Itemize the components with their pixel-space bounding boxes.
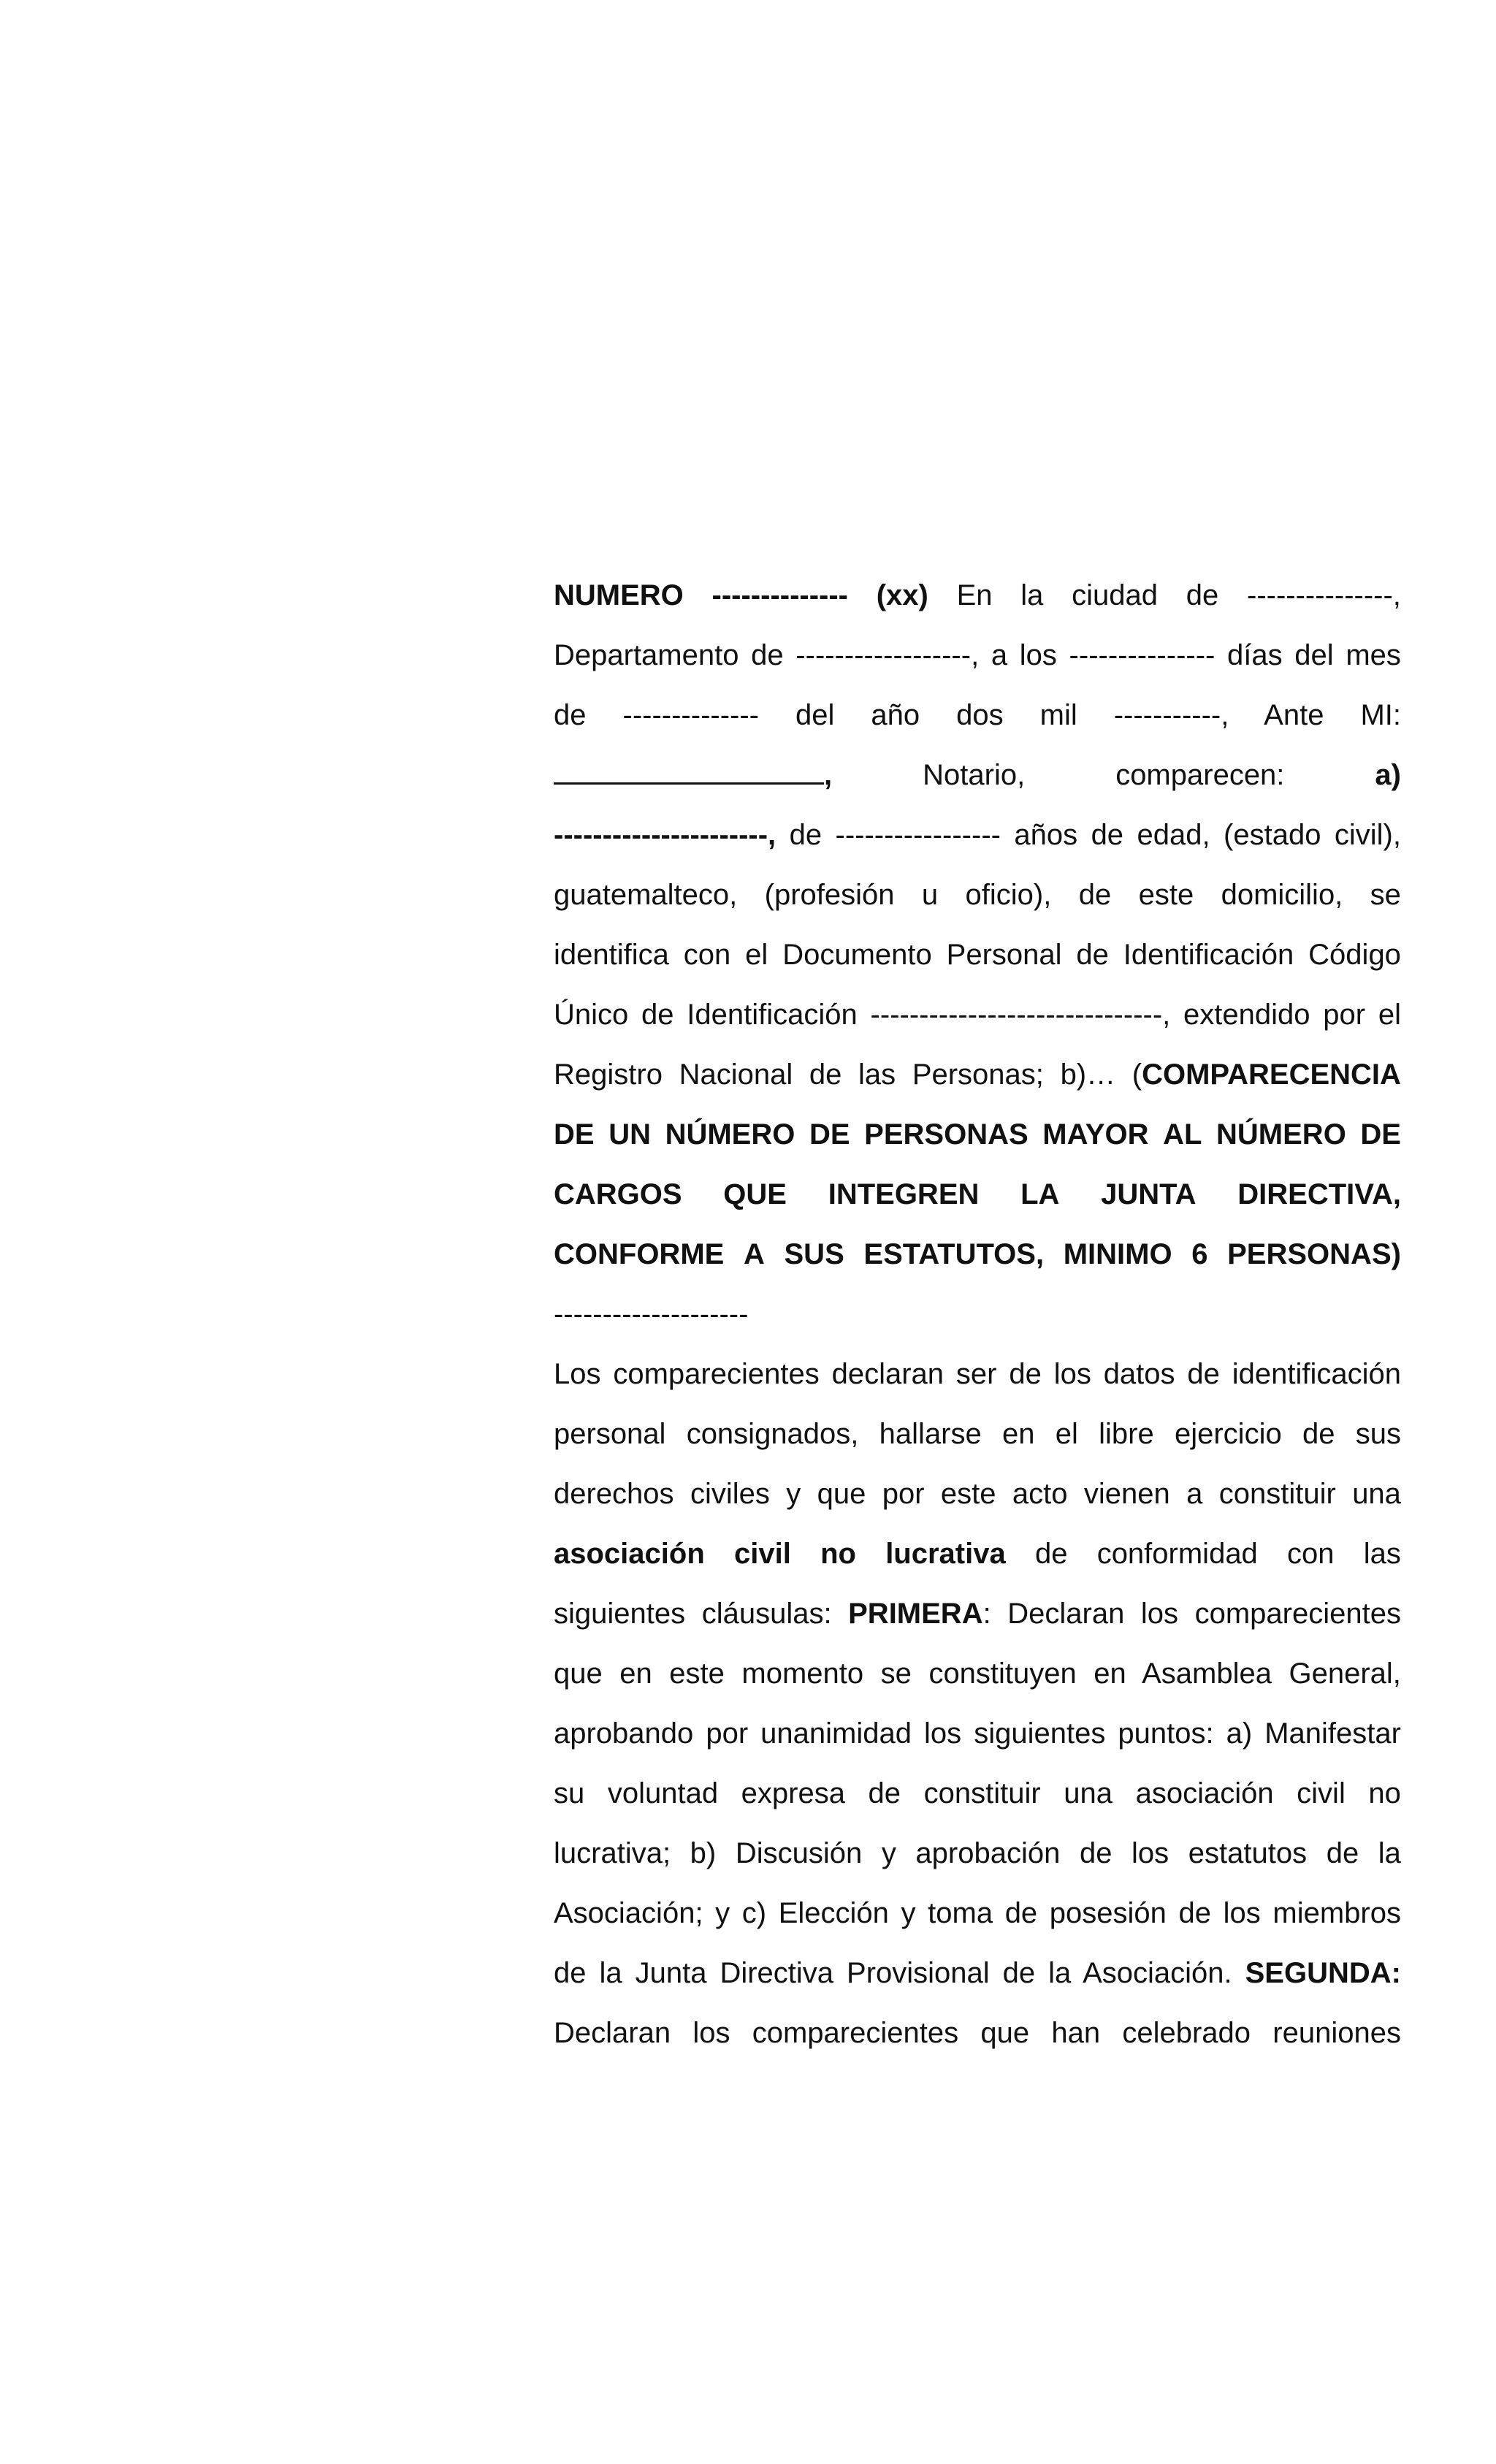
word: voluntad bbox=[607, 1777, 719, 1809]
word: DE bbox=[554, 1118, 595, 1151]
word: de bbox=[554, 699, 587, 731]
word: a) bbox=[1375, 759, 1401, 791]
word: con bbox=[683, 939, 731, 971]
word: de bbox=[1326, 1837, 1359, 1869]
word: sus bbox=[1355, 1418, 1401, 1450]
word: hallarse bbox=[879, 1418, 982, 1450]
word: su bbox=[554, 1777, 585, 1809]
word: aprobación bbox=[915, 1837, 1061, 1869]
word: por bbox=[882, 1478, 925, 1510]
word: -------------- bbox=[711, 579, 848, 611]
word: ---------------, bbox=[1247, 579, 1401, 611]
text-line bbox=[554, 1224, 1401, 1284]
word: -----------, bbox=[1113, 699, 1229, 731]
word: se bbox=[1370, 879, 1401, 911]
word: Asamblea bbox=[1142, 1658, 1272, 1690]
word: de bbox=[641, 999, 674, 1031]
word: no bbox=[820, 1538, 856, 1570]
text-line bbox=[554, 1344, 1401, 1404]
word: y bbox=[901, 1897, 916, 1929]
word: Único bbox=[554, 999, 629, 1031]
word: el bbox=[1378, 999, 1402, 1031]
word: PERSONAS bbox=[864, 1118, 1028, 1151]
word: la bbox=[1048, 1957, 1072, 1989]
word: Código bbox=[1308, 939, 1401, 971]
word: PERSONAS) bbox=[1227, 1238, 1401, 1270]
word: no bbox=[1368, 1777, 1401, 1809]
word: guatemalteco, bbox=[554, 879, 738, 911]
word: (profesión bbox=[764, 879, 895, 911]
word: han bbox=[1051, 2017, 1101, 2049]
text-line bbox=[554, 1763, 1401, 1823]
signature-blank: , bbox=[554, 759, 832, 791]
word: Identificación bbox=[1123, 939, 1294, 971]
word: de bbox=[1034, 1538, 1068, 1570]
word: expresa bbox=[741, 1777, 845, 1809]
word: constituir bbox=[1218, 1478, 1336, 1510]
word: los bbox=[924, 1717, 962, 1750]
word: personal bbox=[554, 1418, 666, 1450]
word: libre bbox=[1099, 1418, 1154, 1450]
word: mil bbox=[1039, 699, 1077, 731]
word: edad, bbox=[1137, 819, 1210, 851]
word: NÚMERO bbox=[665, 1118, 795, 1151]
text-line bbox=[554, 1883, 1401, 1943]
word: Asociación; bbox=[554, 1897, 703, 1929]
word: que bbox=[817, 1478, 866, 1510]
word: el bbox=[745, 939, 768, 971]
word: comparecientes bbox=[613, 1358, 820, 1390]
word: civil bbox=[734, 1538, 791, 1570]
word: este bbox=[669, 1658, 725, 1690]
word: Nacional bbox=[679, 1059, 793, 1091]
word: aprobando bbox=[554, 1717, 694, 1750]
word: asociación bbox=[1135, 1777, 1274, 1809]
word: los bbox=[1223, 1897, 1261, 1929]
word: estatutos bbox=[1188, 1837, 1308, 1869]
word: DE bbox=[1360, 1118, 1401, 1151]
word: este bbox=[940, 1478, 996, 1510]
word: y bbox=[786, 1478, 801, 1510]
word: Notario, bbox=[923, 759, 1026, 791]
text-line bbox=[554, 1584, 1401, 1644]
word: civil bbox=[1297, 1777, 1346, 1809]
word: la bbox=[599, 1957, 622, 1989]
word: ser bbox=[955, 1358, 997, 1390]
word: Identificación bbox=[687, 999, 858, 1031]
word: Declaran bbox=[1007, 1598, 1125, 1630]
word: ejercicio bbox=[1174, 1418, 1282, 1450]
word: de bbox=[1302, 1418, 1335, 1450]
word: comparecientes bbox=[1194, 1598, 1401, 1630]
word: General, bbox=[1289, 1658, 1401, 1690]
word: de bbox=[1004, 1897, 1038, 1929]
word: civil), bbox=[1334, 819, 1401, 851]
word: acto bbox=[1012, 1478, 1068, 1510]
word: los bbox=[1019, 639, 1057, 671]
word: c) bbox=[741, 1897, 767, 1929]
word: momento bbox=[741, 1658, 864, 1690]
word: declaran bbox=[831, 1358, 944, 1390]
word: en bbox=[619, 1658, 652, 1690]
word: --------------- bbox=[1069, 639, 1216, 671]
word: de bbox=[1178, 1897, 1212, 1929]
word: LA bbox=[1020, 1178, 1060, 1210]
word: domicilio, bbox=[1221, 879, 1343, 911]
word: del bbox=[1294, 639, 1334, 671]
word: -------------- bbox=[622, 699, 759, 731]
word: derechos bbox=[554, 1478, 674, 1510]
word: los bbox=[1140, 1598, 1179, 1630]
word: AL bbox=[1163, 1118, 1202, 1151]
word: DE bbox=[809, 1118, 850, 1151]
text-line bbox=[554, 1704, 1401, 1763]
word: de bbox=[1091, 819, 1124, 851]
word: cláusulas: bbox=[701, 1598, 832, 1630]
word: Junta bbox=[635, 1957, 707, 1989]
word: MAYOR bbox=[1042, 1118, 1149, 1151]
word: oficio), bbox=[965, 879, 1052, 911]
word: siguientes bbox=[974, 1717, 1106, 1750]
word: ciudad bbox=[1072, 579, 1159, 611]
word: Registro bbox=[554, 1059, 663, 1091]
word: asociación bbox=[554, 1538, 705, 1570]
word: de bbox=[751, 639, 784, 671]
word: una bbox=[1064, 1777, 1113, 1809]
word: la bbox=[1378, 1837, 1401, 1869]
word: ------------------------------, bbox=[870, 999, 1171, 1031]
word: a) bbox=[1226, 1717, 1253, 1750]
word: civiles bbox=[690, 1478, 770, 1510]
word: de bbox=[1079, 1837, 1113, 1869]
word: las bbox=[1363, 1538, 1401, 1570]
word: de bbox=[868, 1777, 901, 1809]
word: Directiva bbox=[720, 1957, 834, 1989]
word: en bbox=[1002, 1418, 1035, 1450]
word: ----------------- bbox=[835, 819, 1001, 851]
text-line bbox=[554, 805, 1401, 865]
word: de bbox=[789, 819, 823, 851]
word: Documento bbox=[782, 939, 932, 971]
word: del bbox=[795, 699, 835, 731]
word: -------------------- bbox=[554, 1298, 749, 1330]
word: mes bbox=[1346, 639, 1401, 671]
word: conformidad bbox=[1096, 1538, 1258, 1570]
word: consignados, bbox=[686, 1418, 859, 1450]
text-line bbox=[554, 1464, 1401, 1524]
word: b)… bbox=[1060, 1059, 1116, 1091]
word: de bbox=[809, 1059, 842, 1091]
word: Personas; bbox=[912, 1059, 1044, 1091]
text-line bbox=[554, 685, 1401, 745]
word: días bbox=[1227, 639, 1283, 671]
word: puntos: bbox=[1118, 1717, 1214, 1750]
text-line bbox=[554, 1823, 1401, 1883]
word: posesión bbox=[1049, 1897, 1167, 1929]
blank-underline bbox=[554, 758, 824, 785]
word: de bbox=[1078, 879, 1112, 911]
word: constituyen bbox=[928, 1658, 1077, 1690]
word: Los bbox=[554, 1358, 601, 1390]
word: Provisional bbox=[847, 1957, 990, 1989]
word: NÚMERO bbox=[1216, 1118, 1346, 1151]
word: 6 bbox=[1191, 1238, 1208, 1270]
word: ------------------, bbox=[795, 639, 980, 671]
word: CARGOS bbox=[554, 1178, 682, 1210]
word: de bbox=[1186, 579, 1219, 611]
word: Manifestar bbox=[1264, 1717, 1401, 1750]
word: NUMERO bbox=[554, 579, 684, 611]
word: (xx) bbox=[876, 579, 928, 611]
word: año bbox=[871, 699, 920, 731]
word: en bbox=[1094, 1658, 1126, 1690]
word: este bbox=[1138, 879, 1194, 911]
word: SEGUNDA: bbox=[1245, 1957, 1401, 1989]
word: Departamento bbox=[554, 639, 739, 671]
word: PRIMERA: bbox=[848, 1598, 991, 1630]
word: JUNTA bbox=[1101, 1178, 1197, 1210]
word: se bbox=[880, 1658, 912, 1690]
word: con bbox=[1287, 1538, 1335, 1570]
word: los bbox=[1053, 1358, 1091, 1390]
word: comparecen: bbox=[1115, 759, 1285, 791]
word: En bbox=[956, 579, 993, 611]
word: las bbox=[858, 1059, 896, 1091]
word: lucrativa; bbox=[554, 1837, 671, 1869]
text-line bbox=[554, 1524, 1401, 1584]
word: identificación bbox=[1232, 1358, 1402, 1390]
word: comparecientes bbox=[752, 2017, 959, 2049]
word: reuniones bbox=[1272, 2017, 1401, 2049]
word: ESTATUTOS, bbox=[863, 1238, 1045, 1270]
word: de bbox=[1076, 939, 1109, 971]
word: el bbox=[1055, 1418, 1078, 1450]
word: toma bbox=[928, 1897, 993, 1929]
word: a bbox=[991, 639, 1008, 671]
text-line bbox=[554, 1105, 1401, 1164]
text-line bbox=[554, 625, 1401, 685]
word: MI: bbox=[1360, 699, 1401, 731]
word: por bbox=[706, 1717, 749, 1750]
word: dos bbox=[956, 699, 1004, 731]
word: que bbox=[554, 1658, 603, 1690]
word: (estado bbox=[1224, 819, 1321, 851]
word: SUS bbox=[784, 1238, 844, 1270]
word: vienen bbox=[1083, 1478, 1170, 1510]
word: la bbox=[1020, 579, 1044, 611]
word: siguientes bbox=[554, 1598, 686, 1630]
word: Personal bbox=[946, 939, 1062, 971]
word: A bbox=[743, 1238, 765, 1270]
word: INTEGREN bbox=[828, 1178, 980, 1210]
word: UN bbox=[608, 1118, 651, 1151]
word: y bbox=[715, 1897, 730, 1929]
word: una bbox=[1352, 1478, 1401, 1510]
text-line bbox=[554, 1644, 1401, 1704]
word: años bbox=[1014, 819, 1078, 851]
word: miembros bbox=[1272, 1897, 1401, 1929]
word: constituir bbox=[923, 1777, 1041, 1809]
text-line bbox=[554, 925, 1401, 985]
word: por bbox=[1323, 999, 1366, 1031]
word: extendido bbox=[1183, 999, 1310, 1031]
word: (COMPARECENCIA bbox=[1131, 1059, 1401, 1091]
text-line bbox=[554, 1404, 1401, 1464]
word: a bbox=[1186, 1478, 1203, 1510]
word: que bbox=[980, 2017, 1030, 2049]
word: de bbox=[554, 1957, 587, 1989]
word: los bbox=[692, 2017, 730, 2049]
word: lucrativa bbox=[885, 1538, 1006, 1570]
word: MINIMO bbox=[1063, 1238, 1172, 1270]
word: de bbox=[1002, 1957, 1036, 1989]
word: ----------------------, bbox=[554, 819, 776, 851]
word: Declaran bbox=[554, 2017, 671, 2049]
text-line bbox=[554, 1284, 1401, 1344]
text-line bbox=[554, 745, 1401, 805]
word: DIRECTIVA, bbox=[1237, 1178, 1401, 1210]
word: CONFORME bbox=[554, 1238, 725, 1270]
text-line bbox=[554, 2003, 1401, 2063]
word: identifica bbox=[554, 939, 669, 971]
word: celebrado bbox=[1122, 2017, 1251, 2049]
word: b) bbox=[690, 1837, 717, 1869]
text-line bbox=[554, 565, 1401, 625]
word: de bbox=[1187, 1358, 1220, 1390]
text-line bbox=[554, 1943, 1401, 2003]
text-line bbox=[554, 1045, 1401, 1105]
word: Elección bbox=[778, 1897, 889, 1929]
text-line bbox=[554, 865, 1401, 925]
word: datos bbox=[1103, 1358, 1175, 1390]
word: QUE bbox=[723, 1178, 787, 1210]
word: unanimidad bbox=[760, 1717, 912, 1750]
word: y bbox=[881, 1837, 896, 1869]
word: Asociación. bbox=[1083, 1957, 1232, 1989]
notarial-deed-text bbox=[554, 565, 1401, 2063]
word: Ante bbox=[1264, 699, 1324, 731]
word: los bbox=[1131, 1837, 1169, 1869]
word: de bbox=[1009, 1358, 1042, 1390]
word: Discusión bbox=[735, 1837, 863, 1869]
text-line bbox=[554, 985, 1401, 1045]
text-line bbox=[554, 1164, 1401, 1224]
word: u bbox=[921, 879, 939, 911]
